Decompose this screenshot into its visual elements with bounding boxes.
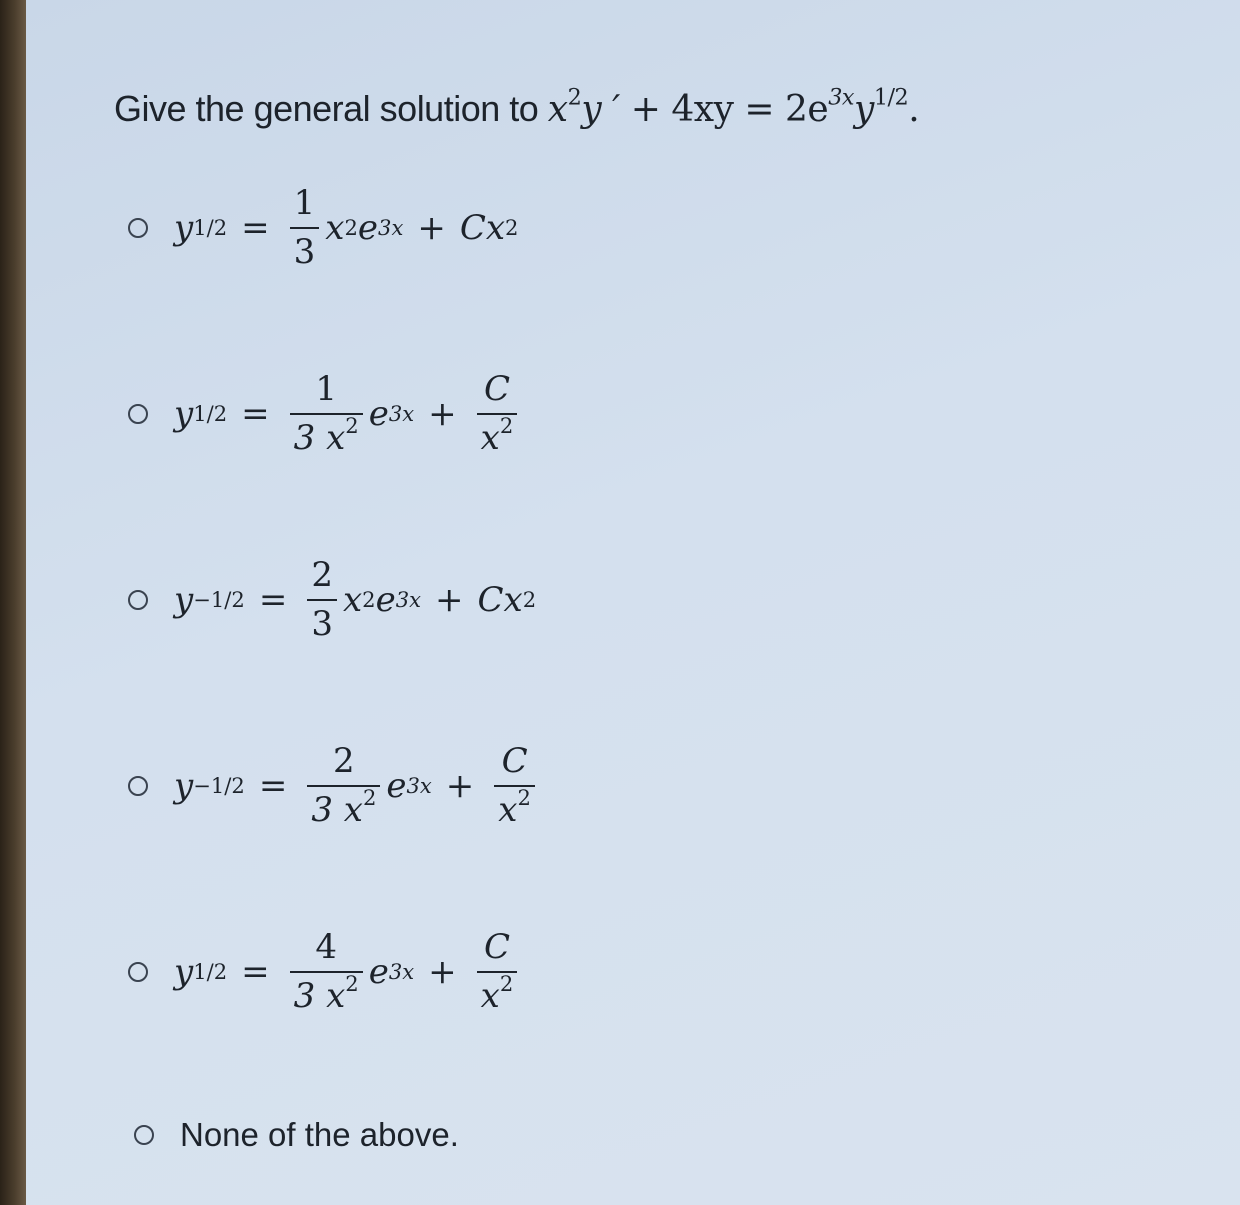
term: Cx — [459, 208, 506, 249]
lhs-var: y — [174, 766, 194, 807]
plus-sign: + — [435, 580, 464, 621]
plus-sign: + — [428, 952, 457, 993]
fraction — [307, 742, 380, 830]
question-text — [114, 84, 920, 130]
fraction-numerator: C — [483, 927, 510, 967]
fraction-denominator: 3 — [311, 604, 333, 645]
radio-button[interactable] — [128, 404, 148, 424]
option-expression: y 1/2 = $\frac{1}{3}$ x 2 e 3x + Cx 2 — [174, 183, 519, 273]
fraction-numerator: 2 — [333, 741, 355, 781]
term: Cx — [477, 580, 523, 621]
equals-sign: = — [241, 952, 270, 993]
equals-sign: = — [241, 208, 270, 249]
option-expression: y 1/2 = $\frac{4}{3 x^2}$ e 3x + $\frac{C}{x^2}$ — [174, 928, 523, 1016]
fraction — [290, 370, 363, 458]
fraction-denominator — [290, 413, 363, 459]
answer-option-none[interactable] — [134, 1116, 459, 1154]
answer-option-3[interactable] — [128, 556, 536, 644]
denominator-term: 3 x — [311, 790, 363, 831]
fraction-numerator: 4 — [315, 927, 337, 967]
term: e — [386, 766, 407, 807]
fraction-numerator: C — [483, 369, 510, 409]
question-prefix: Give the general solution to — [114, 88, 539, 129]
plus-sign: + — [417, 208, 446, 249]
answer-option-5[interactable] — [128, 928, 523, 1016]
fraction-denominator — [494, 785, 535, 831]
term: x — [325, 208, 345, 249]
option-label: None of the above. — [180, 1116, 459, 1153]
term: e — [368, 952, 389, 993]
fraction-denominator — [307, 785, 380, 831]
fraction-bar — [290, 227, 320, 229]
answer-option-1[interactable] — [128, 184, 518, 272]
denominator-term: 3 x — [293, 976, 346, 1017]
lhs-var: y — [174, 580, 194, 621]
radio-button[interactable] — [128, 218, 148, 238]
fraction-denominator — [477, 413, 518, 459]
eq-exponent: 1/2 — [873, 84, 909, 111]
term: e — [368, 394, 389, 435]
eq-term: y — [853, 89, 874, 130]
fraction-bar — [307, 599, 337, 601]
eq-operator: + — [630, 89, 661, 130]
radio-button[interactable] — [134, 1125, 154, 1145]
fraction — [494, 742, 535, 830]
exponent: 2 — [345, 413, 359, 439]
monitor-bezel — [0, 0, 26, 1205]
lhs-var: y — [174, 208, 194, 249]
radio-button[interactable] — [128, 590, 148, 610]
fraction-denominator: 3 — [293, 232, 316, 273]
denominator-term: 3 x — [293, 418, 346, 459]
eq-term: 4xy — [671, 89, 734, 130]
exponent: 2 — [499, 971, 514, 997]
fraction — [290, 184, 320, 272]
answer-option-2[interactable] — [128, 370, 523, 458]
fraction-denominator — [290, 971, 363, 1017]
term: e — [357, 208, 379, 249]
fraction-numerator: 2 — [311, 555, 333, 595]
answer-option-4[interactable] — [128, 742, 541, 830]
plus-sign: + — [428, 394, 457, 435]
denominator-term: x — [498, 790, 518, 831]
fraction — [477, 928, 518, 1016]
lhs-var: y — [174, 952, 194, 993]
denominator-term: x — [480, 976, 500, 1017]
eq-exponent: 2 — [567, 84, 582, 111]
eq-term: 2e — [784, 89, 829, 130]
lhs-var: y — [174, 394, 194, 435]
eq-operator: = — [744, 89, 775, 130]
option-expression: y −1/2 = $\frac{2}{3 x^2}$ e 3x + $\frac{C}{x^2}$ — [174, 742, 541, 830]
term: e — [375, 580, 396, 621]
fraction — [477, 370, 518, 458]
equals-sign: = — [258, 766, 288, 807]
eq-term: y ′ — [581, 89, 620, 130]
equals-sign: = — [258, 580, 288, 621]
exponent: 2 — [345, 971, 359, 997]
term: x — [342, 580, 363, 621]
equals-sign: = — [241, 394, 270, 435]
fraction — [290, 928, 363, 1016]
plus-sign: + — [445, 766, 475, 807]
exponent: 2 — [517, 785, 531, 811]
fraction-denominator — [477, 971, 518, 1017]
exponent: 2 — [499, 413, 514, 439]
radio-button[interactable] — [128, 962, 148, 982]
fraction — [307, 556, 337, 644]
option-expression: y −1/2 = $\frac{2}{3}$ x 2 e 3x + Cx 2 — [174, 555, 537, 645]
eq-period: . — [908, 89, 920, 130]
question-equation — [547, 84, 920, 130]
exponent: 2 — [362, 785, 377, 811]
denominator-term: x — [480, 418, 500, 459]
radio-button[interactable] — [128, 776, 148, 796]
eq-exponent: 3x — [828, 84, 854, 111]
fraction-numerator: C — [501, 741, 528, 781]
fraction-numerator: 1 — [293, 183, 316, 223]
eq-term: x — [547, 89, 568, 130]
option-expression: y 1/2 = $\frac{1}{3 x^2}$ e 3x + $\frac{C}{x^2}$ — [174, 370, 523, 458]
fraction-numerator: 1 — [315, 369, 337, 409]
